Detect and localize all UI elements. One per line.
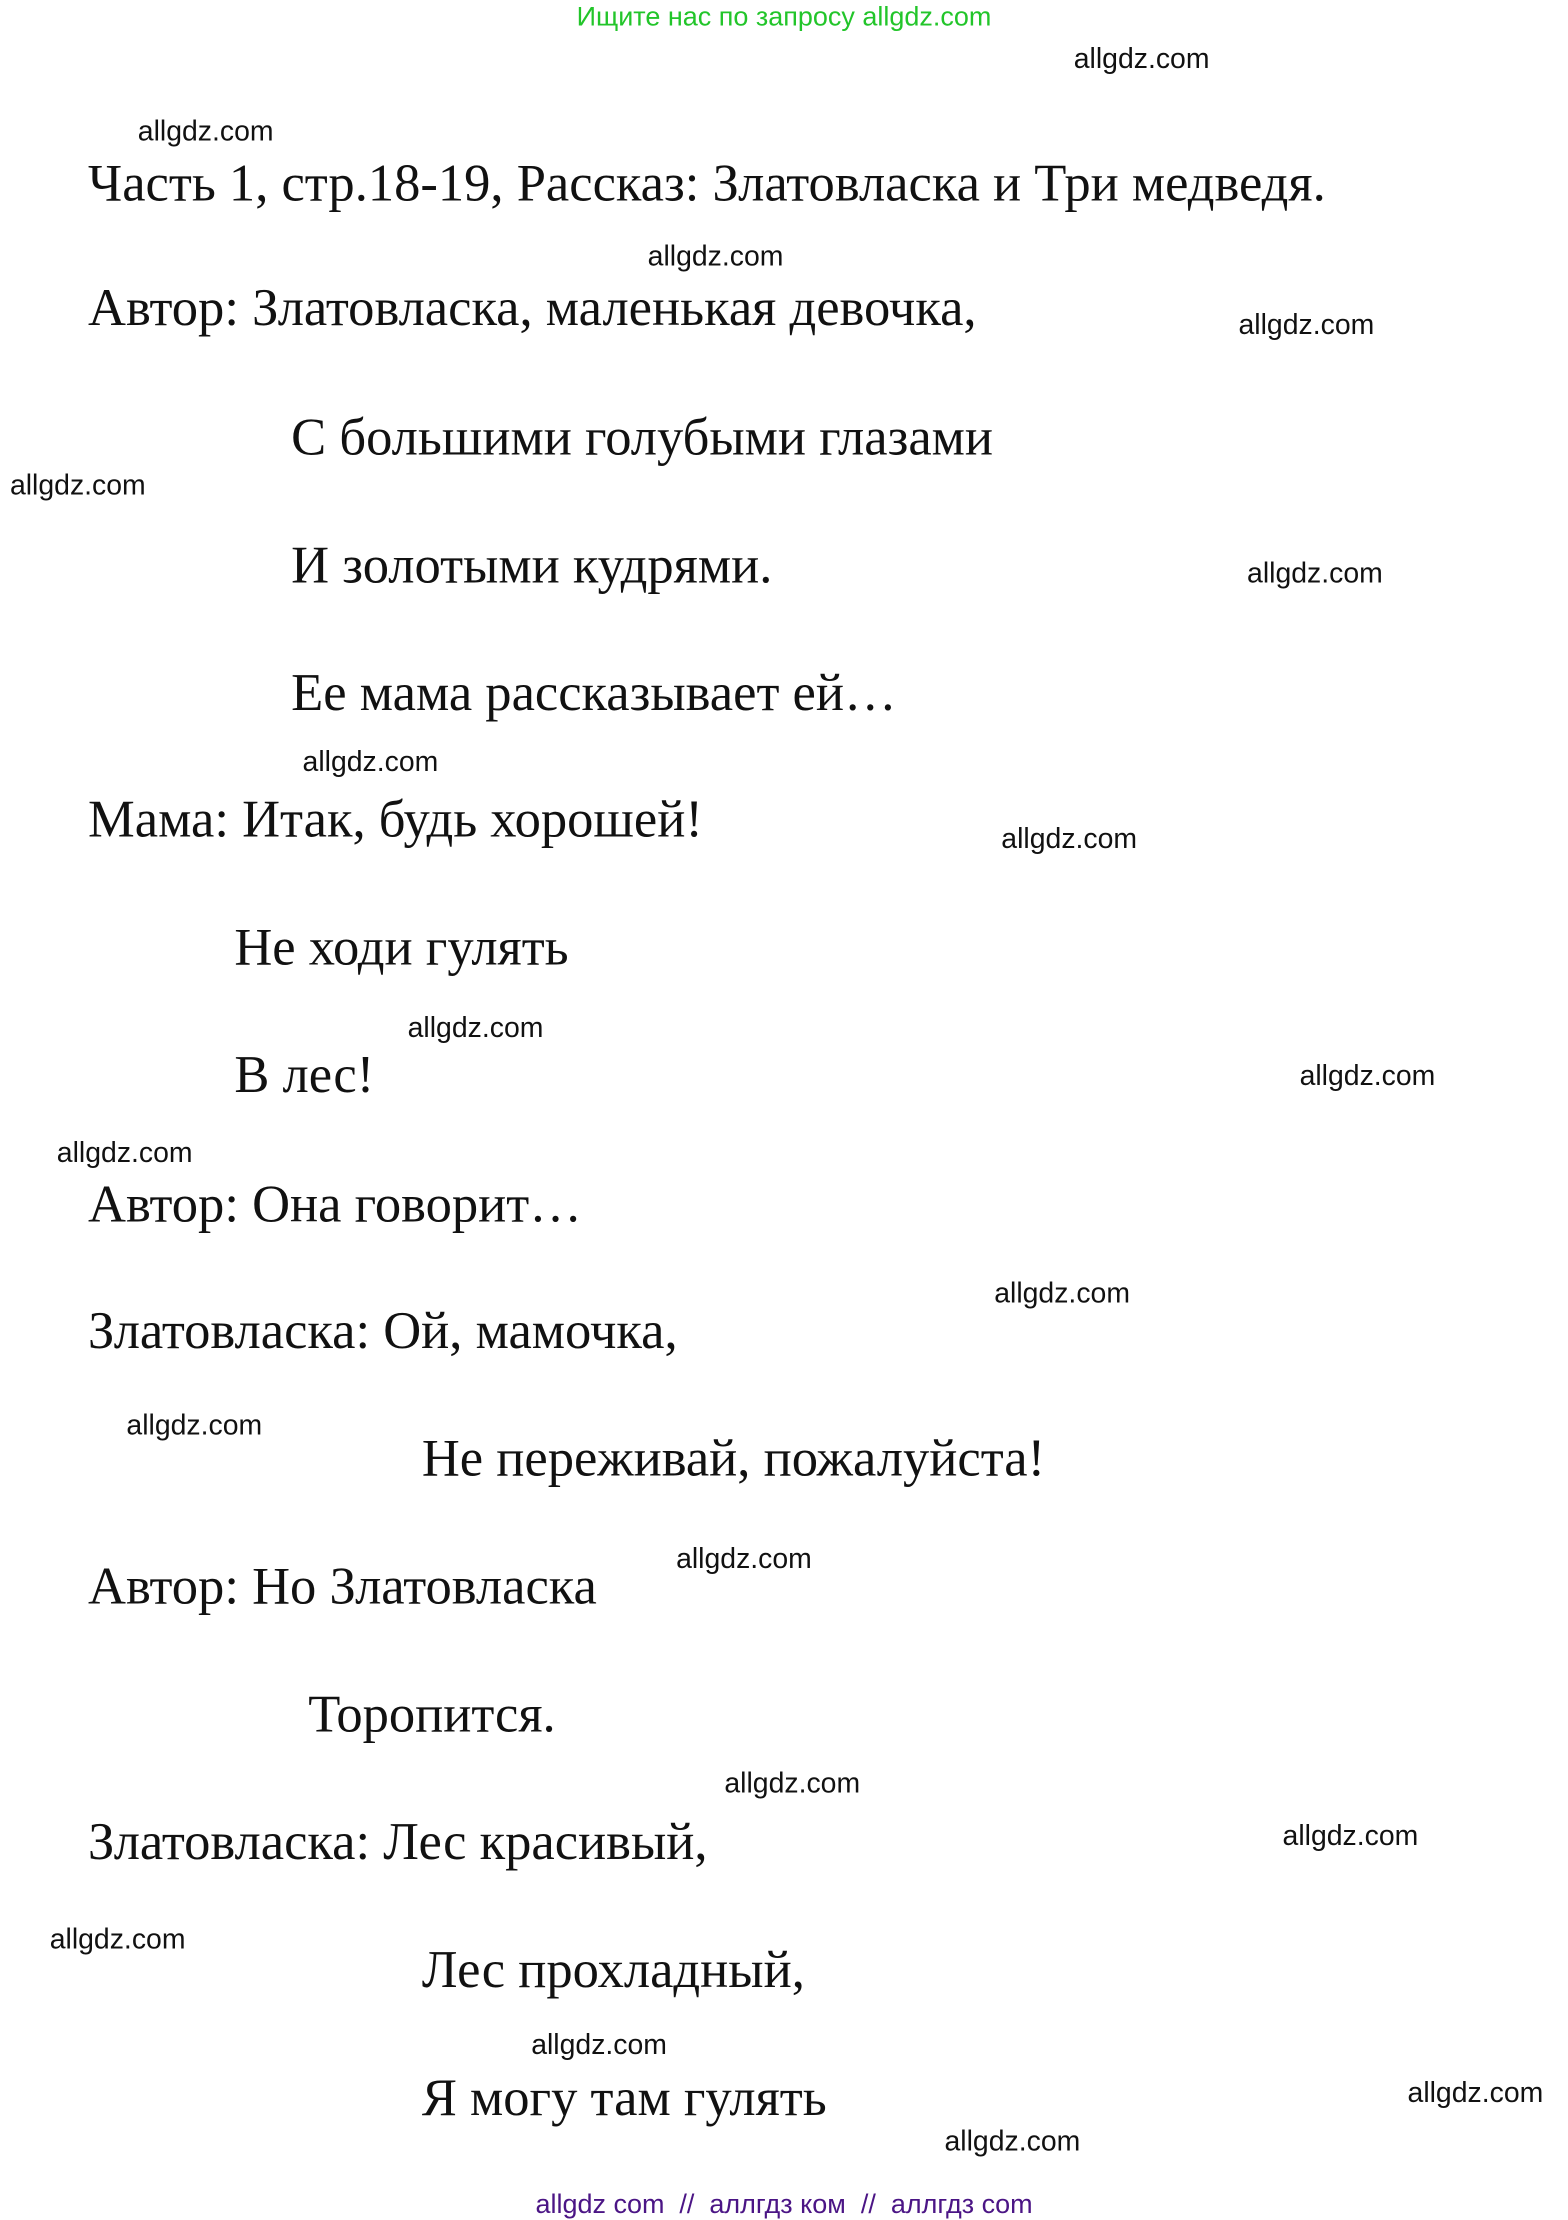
watermark: allgdz.com [49,1924,186,1956]
watermark: allgdz.com [9,470,146,502]
watermark: allgdz.com [56,1137,193,1169]
watermark: allgdz.com [676,1543,812,1576]
text-line: Златовласка: Ой, мамочка, [88,1302,678,1361]
watermark: allgdz.com [724,1768,861,1800]
text-line: Торопится. [308,1685,556,1745]
text-line: Ее мама рассказывает ей… [291,664,897,723]
watermark: allgdz.com [1299,1060,1436,1093]
footer-links: allgdz com // аллгдз ком // аллгдз com [535,2190,1033,2220]
text-line: Автор: Но Златовласка [88,1558,597,1617]
watermark: allgdz.com [1001,823,1138,856]
text-line: Автор: Златовласка, маленькая девочка, [88,279,977,339]
text-line: Автор: Она говорит… [88,1176,582,1235]
watermark: allgdz.com [1247,558,1383,590]
watermark: allgdz.com [647,241,784,273]
text-line: Не ходи гулять [234,918,569,978]
watermark: allgdz.com [1407,2077,1544,2110]
text-line: Не переживай, пожалуйста! [421,1430,1046,1489]
text-line: Я могу там гулять [421,2069,827,2128]
watermark: allgdz.com [994,1278,1131,1310]
text-line: Златовласка: Лес красивый, [88,1813,708,1872]
watermark: allgdz.com [531,2029,667,2061]
watermark: allgdz.com [137,116,274,148]
page-title: Часть 1, стр.18-19, Рассказ: Златовласка и Три медведя. [88,154,1326,214]
text-line: В лес! [234,1046,375,1105]
watermark: allgdz.com [944,2126,1081,2158]
watermark: allgdz.com [1073,44,1210,76]
watermark: allgdz.com [1282,1820,1419,1853]
watermark: allgdz.com [302,747,439,779]
text-line: Лес прохладный, [421,1941,805,2000]
text-line: Мама: Итак, будь хорошей! [88,791,703,850]
watermark: allgdz.com [126,1410,263,1442]
watermark: allgdz.com [1238,309,1375,341]
search-hint: Ищите нас по запросу allgdz.com [576,2,992,33]
text-line: И золотыми кудрями. [291,536,773,596]
watermark: allgdz.com [407,1012,544,1044]
text-line: С большими голубыми глазами [291,409,994,468]
